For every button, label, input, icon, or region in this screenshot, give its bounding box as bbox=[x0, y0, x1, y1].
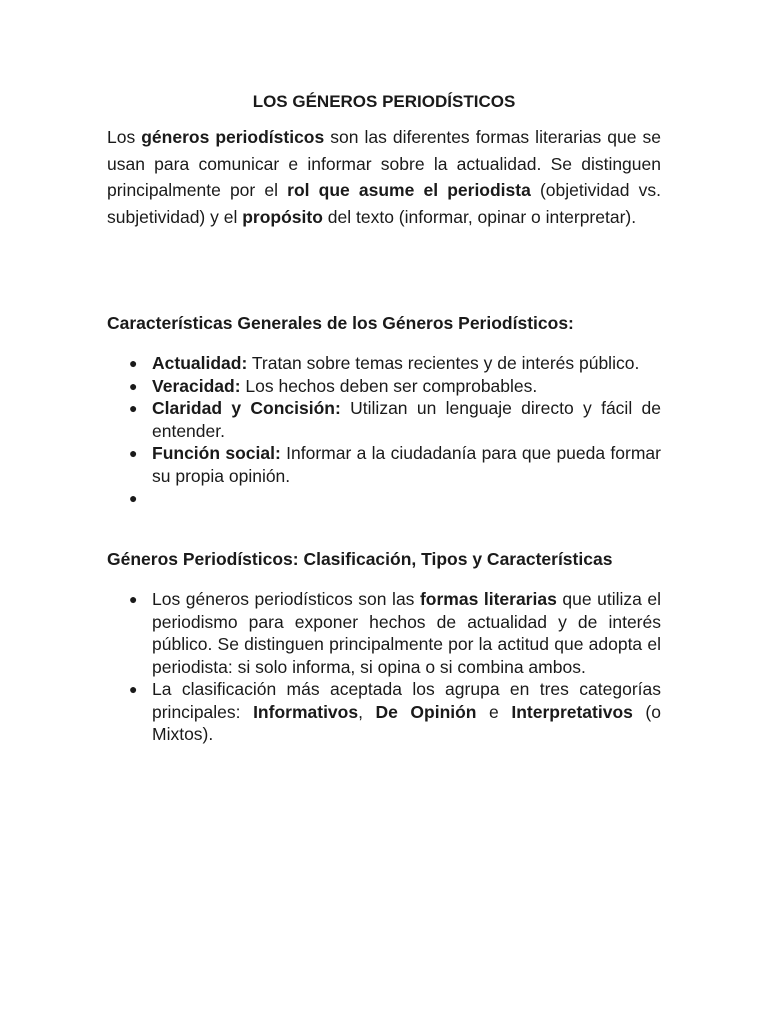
item-text-4: (o Mixtos). bbox=[152, 701, 661, 744]
item-bold-1: Informativos bbox=[253, 701, 359, 722]
list-item bbox=[107, 375, 661, 398]
list-item bbox=[107, 397, 661, 442]
intro-text-1: Los bbox=[107, 127, 142, 147]
item-term: Actualidad: bbox=[152, 353, 248, 373]
bullet-icon: ● bbox=[129, 355, 138, 371]
item-bold-3: Interpretativos bbox=[511, 701, 633, 722]
item-term: Función social: bbox=[152, 443, 281, 463]
item-term: Veracidad: bbox=[152, 375, 241, 396]
intro-bold-2: rol que asume el periodista bbox=[287, 180, 531, 200]
intro-text-3: (objetividad vs. subjetividad) y el bbox=[107, 180, 661, 227]
item-bold-1: formas literarias bbox=[419, 589, 557, 609]
document-title: LOS GÉNEROS PERIODÍSTICOS bbox=[252, 92, 516, 111]
bullet-icon: ● bbox=[129, 681, 138, 697]
item-term: Claridad y Concisión: bbox=[152, 398, 341, 418]
bullet-icon: ● bbox=[129, 591, 138, 607]
item-text-3: e bbox=[476, 701, 512, 722]
list-item bbox=[107, 588, 661, 678]
item-description: Utilizan un lenguaje directo y fácil de entender. bbox=[152, 398, 661, 441]
list-item-empty bbox=[107, 487, 661, 510]
bullet-icon: ● bbox=[129, 377, 138, 394]
item-text-2: que utiliza el periodismo para exponer hechos de actualidad y de interés público. Se distinguen principalmente por la actitud que adopta el periodista: si solo informa, si opina o si combina ambos. bbox=[152, 589, 661, 677]
intro-paragraph bbox=[107, 124, 661, 230]
list-item bbox=[107, 352, 661, 375]
item-description: Los hechos deben ser comprobables. bbox=[240, 375, 538, 396]
characteristics-list bbox=[107, 352, 661, 510]
item-text-1: Los géneros periodísticos son las bbox=[152, 589, 420, 609]
list-item bbox=[107, 442, 661, 487]
bullet-icon: ● bbox=[129, 445, 138, 461]
section2-heading: Géneros Periodísticos: Clasificación, Tipos y Características bbox=[107, 549, 613, 569]
intro-text-4: del texto (informar, opinar o interpretar). bbox=[322, 206, 637, 227]
item-description: Tratan sobre temas recientes y de interés público. bbox=[247, 353, 640, 373]
intro-bold-3: propósito bbox=[242, 206, 323, 227]
item-bold-2: De Opinión bbox=[375, 701, 477, 722]
classification-list bbox=[107, 588, 661, 746]
intro-bold-1: géneros periodísticos bbox=[141, 127, 325, 147]
item-text-2: , bbox=[358, 701, 376, 722]
bullet-icon: ● bbox=[129, 400, 138, 416]
item-description: Informar a la ciudadanía para que pueda formar su propia opinión. bbox=[152, 443, 661, 486]
intro-text-2: son las diferentes formas literarias que se usan para comunicar e informar sobre la actualidad. Se distinguen principalmente por el bbox=[107, 127, 661, 200]
list-item bbox=[107, 678, 661, 746]
bullet-icon: ● bbox=[129, 490, 138, 506]
item-text-1: La clasificación más aceptada los agrupa en tres categorías principales: bbox=[152, 679, 661, 722]
section1-heading: Características Generales de los Géneros Periodísticos: bbox=[107, 313, 574, 333]
